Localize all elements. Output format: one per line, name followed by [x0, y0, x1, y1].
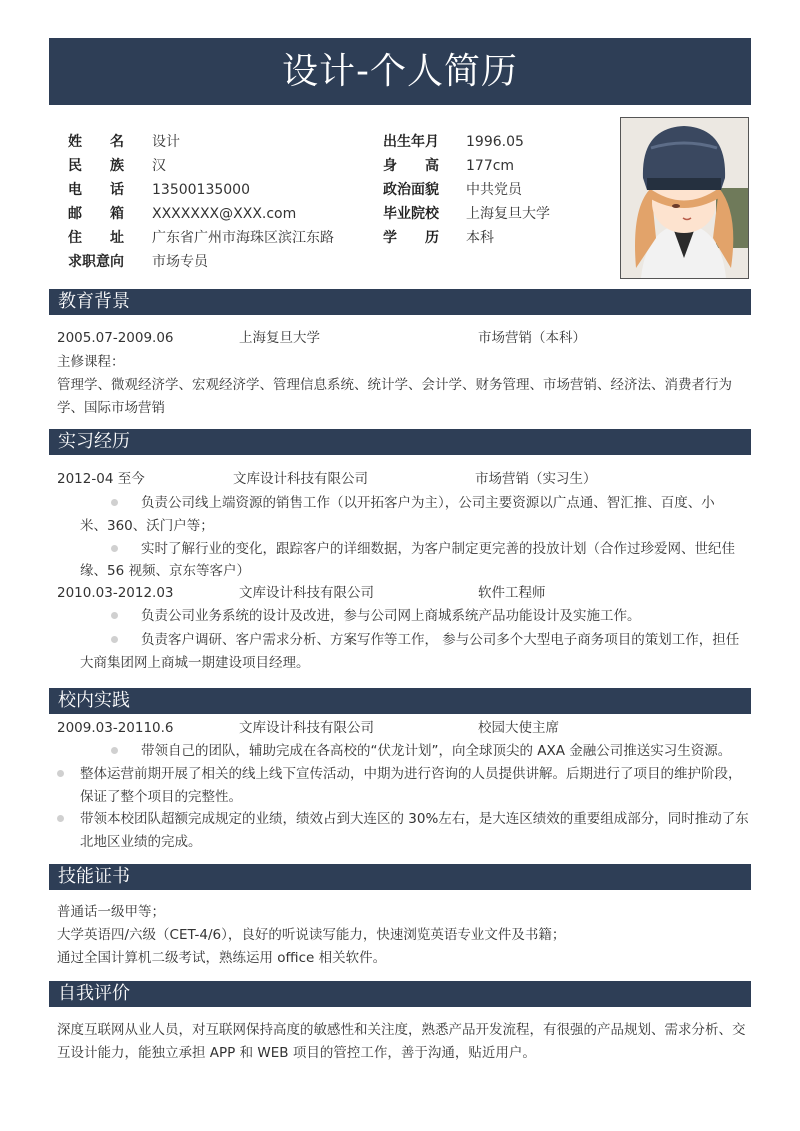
list-item-text: 整体运营前期开展了相关的线上线下宣传活动，中期为进行咨询的人员提供讲解。后期进行了项目的维护阶段， — [80, 766, 742, 782]
list-item-text: 带领本校团队超额完成规定的业绩，绩效占到大连区的 30%左右，是大连区绩效的重要组成部分，同时推动了东 — [80, 811, 749, 827]
job-company: 文库设计科技有限公司 — [239, 585, 374, 601]
bullet-icon — [57, 770, 64, 777]
bullet-icon — [111, 545, 118, 552]
info-row-objective — [68, 250, 368, 274]
skill-line: 普通话一级甲等； — [57, 904, 165, 920]
basic-info-right — [383, 130, 613, 250]
info-value: 1996.05 — [466, 134, 524, 150]
list-item-text: 负责公司业务系统的设计及改进，参与公司网上商城系统产品功能设计及实施工作。 — [141, 608, 641, 624]
section-header-skills — [49, 864, 751, 890]
job-period: 2012-04 至今 — [57, 471, 145, 487]
info-value: 汉 — [152, 158, 166, 174]
info-label: 毕业院校 — [383, 206, 439, 222]
info-value: 本科 — [466, 230, 494, 246]
section-header-internship — [49, 429, 751, 455]
section-header-self — [49, 981, 751, 1007]
basic-info-left — [68, 130, 368, 274]
courses-line: 学、国际市场营销 — [57, 400, 165, 416]
info-value: 市场专员 — [152, 254, 208, 270]
list-item-text: 负责客户调研、客户需求分析、方案写作等工作， 参与公司多个大型电子商务项目的策划工作，担任 — [141, 632, 740, 648]
info-value: 177cm — [466, 158, 515, 174]
info-value: XXXXXXX@XXX.com — [152, 206, 297, 222]
info-label: 身高 — [383, 158, 467, 174]
bullet-icon — [111, 499, 118, 506]
info-label: 姓名 — [68, 134, 152, 150]
info-row-name — [68, 130, 368, 154]
list-item — [111, 492, 715, 514]
info-label: 电话 — [68, 182, 152, 198]
skill-line: 通过全国计算机二级考试，熟练运用 office 相关软件。 — [57, 950, 387, 966]
info-value: 13500135000 — [152, 182, 250, 198]
info-row-degree — [383, 226, 613, 250]
info-row-ethnicity — [68, 154, 368, 178]
education-major: 市场营销（本科） — [478, 330, 586, 346]
info-value: 中共党员 — [466, 182, 522, 198]
info-label: 政治面貌 — [383, 182, 439, 198]
profile-photo — [620, 117, 749, 279]
campus-role: 校园大使主席 — [478, 720, 559, 736]
list-item — [111, 605, 641, 627]
education-period: 2005.07-2009.06 — [57, 330, 174, 346]
info-row-school — [383, 202, 613, 226]
avatar-illustration — [621, 118, 748, 278]
job-period: 2010.03-2012.03 — [57, 585, 174, 601]
list-item — [111, 740, 731, 762]
self-eval-line: 互设计能力，能独立承担 APP 和 WEB 项目的管控工作，善于沟通，贴近用户。 — [57, 1045, 536, 1061]
bullet-icon — [57, 815, 64, 822]
info-value: 上海复旦大学 — [466, 206, 550, 222]
campus-period: 2009.03-20110.6 — [57, 720, 174, 736]
campus-company: 文库设计科技有限公司 — [239, 720, 374, 736]
info-value: 广东省广州市海珠区滨江东路 — [152, 230, 334, 246]
job-role: 市场营销（实习生） — [475, 471, 597, 487]
job-role: 软件工程师 — [478, 585, 546, 601]
courses-line: 管理学、微观经济学、宏观经济学、管理信息系统、统计学、会计学、财务管理、市场营销、经济法、消费者行为 — [57, 377, 732, 393]
bullet-icon — [111, 747, 118, 754]
list-item — [57, 763, 742, 785]
list-item-continuation: 缘、56 视频、京东等客户） — [80, 563, 250, 579]
list-item — [111, 538, 735, 560]
resume-title: 设计-个人简历 — [49, 38, 751, 105]
info-label: 学历 — [383, 230, 467, 246]
list-item-continuation: 北地区业绩的完成。 — [80, 834, 202, 850]
list-item-text: 负责公司线上端资源的销售工作（以开拓客户为主），公司主要资源以广点通、智汇推、百度、小 — [141, 495, 715, 511]
info-row-height — [383, 154, 613, 178]
self-eval-line: 深度互联网从业人员，对互联网保持高度的敏感性和关注度，熟悉产品开发流程，有很强的产品规划、需求分析、交 — [57, 1022, 746, 1038]
list-item — [57, 808, 749, 830]
list-item-text: 带领自己的团队，辅助完成在各高校的“伏龙计划”，向全球顶尖的 AXA 金融公司推送实习生资源。 — [141, 743, 732, 759]
info-label: 邮箱 — [68, 206, 152, 222]
list-item-continuation: 大商集团网上商城一期建设项目经理。 — [80, 655, 310, 671]
bullet-icon — [111, 636, 118, 643]
list-item-continuation: 保证了整个项目的完整性。 — [80, 789, 242, 805]
info-label: 出生年月 — [383, 134, 439, 150]
list-item — [111, 629, 739, 651]
info-row-birth — [383, 130, 613, 154]
section-header-campus — [49, 688, 751, 714]
info-label: 住址 — [68, 230, 152, 246]
bullet-icon — [111, 612, 118, 619]
section-title: 自我评价 — [58, 983, 130, 1004]
education-school: 上海复旦大学 — [239, 330, 320, 346]
info-label: 民族 — [68, 158, 152, 174]
section-header-education — [49, 289, 751, 315]
info-row-email — [68, 202, 368, 226]
info-label: 求职意向 — [68, 254, 124, 270]
skill-line: 大学英语四/六级（CET-4/6），良好的听说读写能力，快速浏览英语专业文件及书籍； — [57, 927, 566, 943]
section-title: 教育背景 — [58, 291, 130, 312]
info-value: 设计 — [152, 134, 180, 150]
job-company: 文库设计科技有限公司 — [233, 471, 368, 487]
courses-label: 主修课程： — [57, 354, 125, 370]
list-item-continuation: 米、360、沃门户等； — [80, 518, 214, 534]
section-title: 实习经历 — [58, 431, 130, 452]
section-title: 技能证书 — [58, 866, 130, 887]
list-item-text: 实时了解行业的变化，跟踪客户的详细数据，为客户制定更完善的投放计划（合作过珍爱网、世纪佳 — [141, 541, 735, 557]
section-title: 校内实践 — [58, 690, 130, 711]
info-row-phone — [68, 178, 368, 202]
info-row-politics — [383, 178, 613, 202]
info-row-address — [68, 226, 368, 250]
